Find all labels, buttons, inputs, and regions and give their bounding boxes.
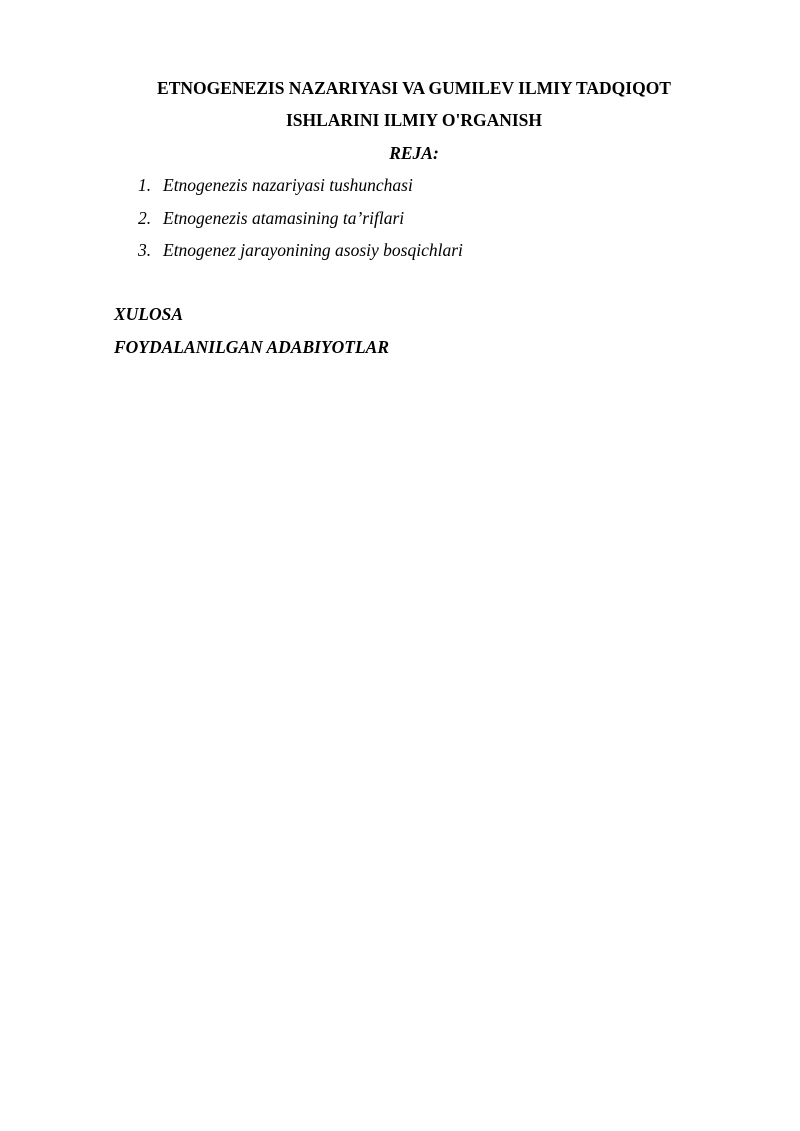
plan-item-number: 2.: [138, 207, 152, 228]
conclusion-heading: XULOSA: [114, 304, 184, 324]
plan-item-text: Etnogenezis nazariyasi tushunchasi: [163, 175, 413, 195]
plan-item-number: 3.: [138, 240, 152, 260]
document-title-line-2: ISHLARINI ILMIY O'RGANISH: [285, 110, 543, 130]
references-heading: FOYDALANILGAN ADABIYOTLAR: [114, 337, 390, 357]
plan-item: [138, 239, 463, 272]
plan-item: [138, 207, 463, 240]
plan-heading: REJA:: [389, 143, 439, 163]
plan-list: [138, 174, 463, 272]
plan-item-text: Etnogenezis atamasining ta’riflari: [163, 207, 405, 228]
plan-item-number: 1.: [138, 175, 152, 195]
plan-item-text: Etnogenez jarayonining asosiy bosqichlari: [163, 240, 463, 260]
plan-item: [138, 174, 463, 207]
document-title-line-1: ETNOGENEZIS NAZARIYASI VA GUMILEV ILMIY TADQIQOT: [157, 78, 671, 98]
